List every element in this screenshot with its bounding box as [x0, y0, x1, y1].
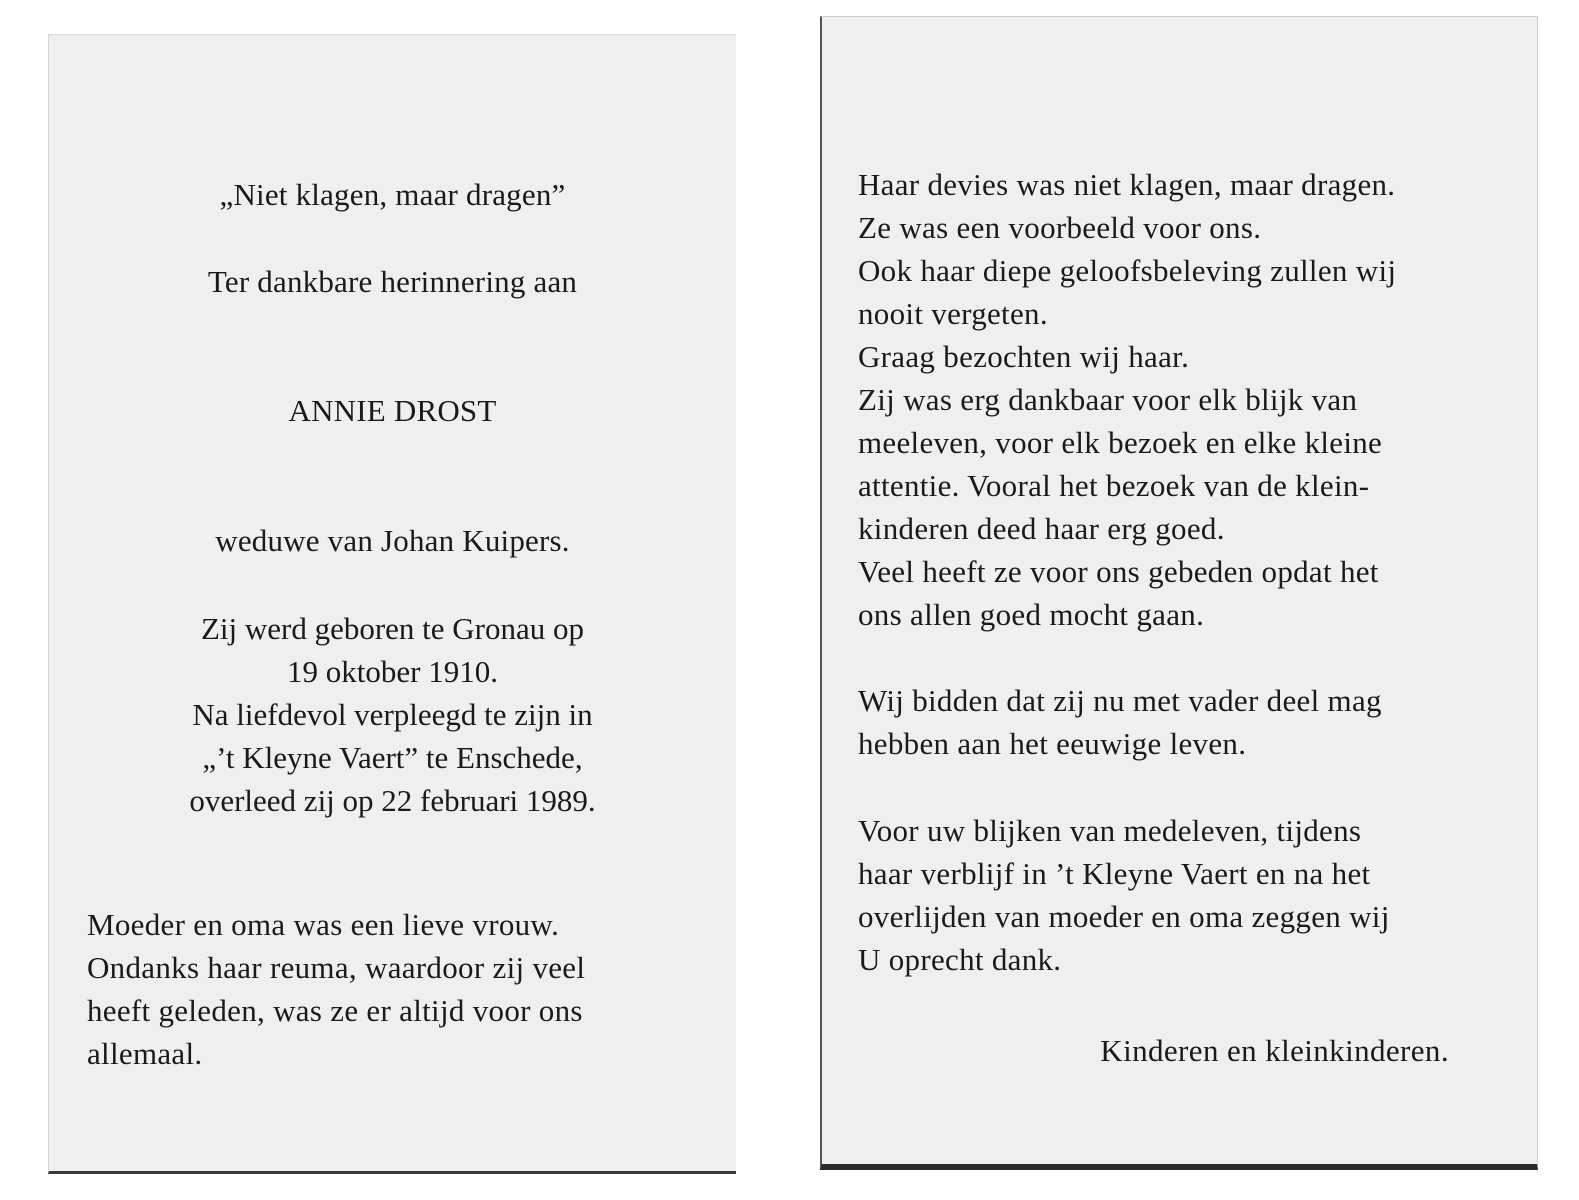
text-line: U oprecht dank.: [858, 942, 1062, 977]
text-line: ons allen goed mocht gaan.: [858, 597, 1205, 632]
bio-line: Zij werd geboren te Gronau op: [200, 611, 585, 646]
text-line: attentie. Vooral het bezoek van de klein-: [858, 468, 1370, 503]
dedication: Ter dankbare herinnering aan: [207, 264, 578, 299]
memorial-card-back: [820, 16, 1538, 1170]
motto: „Niet klagen, maar dragen”: [219, 177, 566, 212]
memorial-card-front: [48, 34, 736, 1174]
paragraph-thanks: [858, 809, 1390, 981]
text-line: nooit vergeten.: [858, 296, 1048, 331]
bio-line: Na liefdevol verpleegd te zijn in: [192, 697, 593, 732]
biography: [49, 607, 736, 822]
deceased-name: ANNIE DROST: [288, 393, 497, 428]
text-line: overlijden van moeder en oma zeggen wij: [858, 899, 1390, 934]
text-line: Wij bidden dat zij nu met vader deel mag: [858, 683, 1382, 718]
tribute-line: Moeder en oma was een lieve vrouw.: [87, 907, 560, 942]
text-line: Ze was een voorbeeld voor ons.: [858, 210, 1262, 245]
text-line: Graag bezochten wij haar.: [858, 339, 1190, 374]
signature: Kinderen en kleinkinderen.: [1100, 1033, 1449, 1068]
text-line: haar verblijf in ’t Kleyne Vaert en na het: [858, 856, 1371, 891]
tribute-line: allemaal.: [87, 1036, 203, 1071]
text-line: hebben aan het eeuwige leven.: [858, 726, 1247, 761]
text-line: meeleven, voor elk bezoek en elke kleine: [858, 425, 1383, 460]
text-line: Haar devies was niet klagen, maar dragen.: [858, 167, 1396, 202]
text-line: Voor uw blijken van medeleven, tijdens: [858, 813, 1362, 848]
widow-of: weduwe van Johan Kuipers.: [215, 523, 570, 558]
text-line: Zij was erg dankbaar voor elk blijk van: [858, 382, 1358, 417]
bio-line: 19 oktober 1910.: [287, 654, 498, 689]
text-line: Ook haar diepe geloofsbeleving zullen wij: [858, 253, 1397, 288]
bio-line: overleed zij op 22 februari 1989.: [189, 783, 596, 818]
tribute-text: [87, 903, 585, 1075]
paragraph-devotion: [858, 163, 1396, 636]
paragraph-prayer: [858, 679, 1382, 765]
text-line: Veel heeft ze voor ons gebeden opdat het: [858, 554, 1379, 589]
tribute-line: heeft geleden, was ze er altijd voor ons: [87, 993, 583, 1028]
bio-line: „’t Kleyne Vaert” te Enschede,: [202, 740, 583, 775]
text-line: kinderen deed haar erg goed.: [858, 511, 1225, 546]
tribute-line: Ondanks haar reuma, waardoor zij veel: [87, 950, 586, 985]
